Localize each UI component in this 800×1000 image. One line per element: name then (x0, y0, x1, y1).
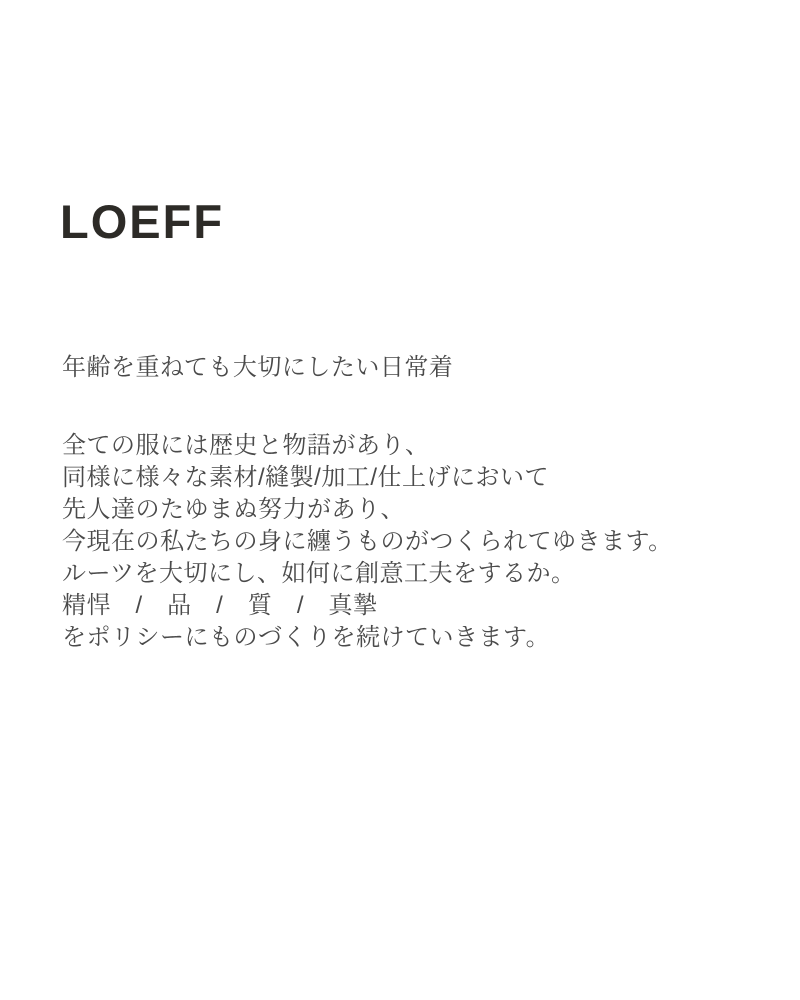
statement-line: 同様に様々な素材/縫製/加工/仕上げにおいて (62, 464, 550, 491)
brand-statement-body (62, 430, 742, 654)
statement-line: 全ての服には歴史と物語があり、 (62, 432, 430, 459)
statement-line: ルーツを大切にし、如何に創意工夫をするか。 (62, 560, 576, 587)
statement-line: 今現在の私たちの身に纏うものがつくられてゆきます。 (62, 528, 673, 555)
brand-tagline: 年齢を重ねても大切にしたい日常着 (62, 354, 454, 381)
statement-line: 先人達のたゆまぬ努力があり、 (62, 496, 405, 523)
statement-line: をポリシーにものづくりを続けていきます。 (62, 624, 551, 651)
statement-line-policy-words: 精悍 / 品 / 質 / 真摯 (62, 592, 378, 619)
loeff-logo: LOEFF (60, 195, 225, 248)
brand-statement (62, 352, 742, 654)
